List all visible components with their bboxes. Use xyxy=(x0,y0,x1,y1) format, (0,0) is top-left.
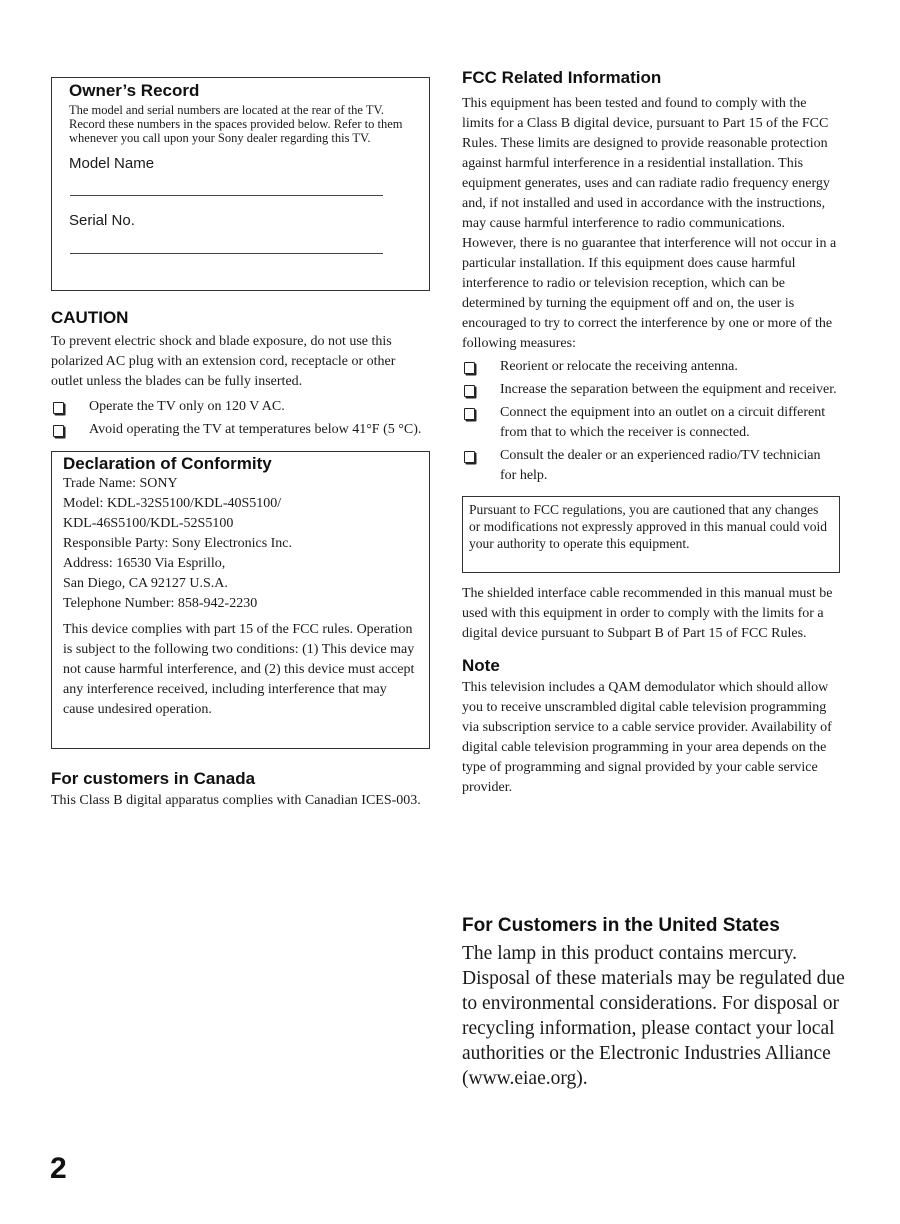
checkbox-icon xyxy=(53,402,64,414)
page-number: 2 xyxy=(50,1152,67,1185)
fcc-notice-text: Pursuant to FCC regulations, you are cautioned that any changes or modifications not expressly approved in this manual could void your authority to operate this equipment. xyxy=(469,502,828,551)
left-column xyxy=(51,68,430,811)
declaration-heading: Declaration of Conformity xyxy=(63,454,272,473)
caution-bullet: Operate the TV only on 120 V AC. xyxy=(51,397,430,417)
us-customers-text: The lamp in this product contains mercury. Disposal of these materials may be regulated due to environmental considerations. For disposal or recycling information, please contact your local authorities or the Electronic Industries Alliance (www.eiae.org). xyxy=(462,943,845,1089)
declaration-line: KDL-46S5100/KDL-52S5100 xyxy=(63,516,234,531)
canada-text: This Class B digital apparatus complies with Canadian ICES-003. xyxy=(51,793,421,808)
declaration-line: Address: 16530 Via Esprillo, xyxy=(63,556,226,571)
fcc-notice-box xyxy=(462,496,840,573)
checkbox-icon xyxy=(464,362,475,374)
note-text: This television includes a QAM demodulator which should allow you to receive unscrambled digital cable television programming via subscription service to a cable service provider. Availability of digital cable television programming in your area depends on the type of programming and signal provided by your cable service provider. xyxy=(462,680,832,795)
declaration-line: San Diego, CA 92127 U.S.A. xyxy=(63,576,228,591)
fcc-bullet: Consult the dealer or an experienced radio/TV technician for help. xyxy=(462,446,840,486)
declaration-box xyxy=(51,451,430,749)
declaration-line: Model: KDL-32S5100/KDL-40S5100/ xyxy=(63,496,282,511)
caution-heading: CAUTION xyxy=(51,308,129,327)
declaration-compliance: This device complies with part 15 of the FCC rules. Operation is subject to the following two conditions: (1) This device may not cause harmful interference, and (2) this device must accept any interference received, including interference that may cause undesired operation. xyxy=(63,622,415,717)
owners-record-heading: Owner’s Record xyxy=(69,81,200,100)
checkbox-icon xyxy=(464,408,475,420)
model-name-label: Model Name xyxy=(69,155,155,172)
caution-bullet: Avoid operating the TV at temperatures below 41°F (5 °C). xyxy=(51,420,430,440)
declaration-line: Trade Name: SONY xyxy=(63,476,178,491)
note-heading: Note xyxy=(462,656,500,675)
fcc-bullet: Reorient or relocate the receiving antenna. xyxy=(462,357,840,377)
us-customers-section xyxy=(462,915,862,1091)
serial-no-line xyxy=(70,253,383,254)
fcc-bullet: Connect the equipment into an outlet on a circuit different from that to which the receiver is connected. xyxy=(462,403,840,443)
owners-record-box xyxy=(51,77,430,291)
caution-text: To prevent electric shock and blade exposure, do not use this polarized AC plug with an extension cord, receptacle or other outlet unless the blades can be fully inserted. xyxy=(51,334,396,389)
declaration-line: Responsible Party: Sony Electronics Inc. xyxy=(63,536,293,551)
us-customers-heading: For Customers in the United States xyxy=(462,915,780,936)
canada-heading: For customers in Canada xyxy=(51,769,256,788)
model-name-line xyxy=(70,195,383,196)
fcc-bullet: Increase the separation between the equipment and receiver. xyxy=(462,380,840,400)
checkbox-icon xyxy=(464,451,475,463)
checkbox-icon xyxy=(53,425,64,437)
serial-no-label: Serial No. xyxy=(69,212,135,229)
checkbox-icon xyxy=(464,385,475,397)
right-column xyxy=(462,68,840,798)
shielded-cable-text: The shielded interface cable recommended in this manual must be used with this equipment in order to comply with the limits for a digital device pursuant to Subpart B of Part 15 of FCC Rules. xyxy=(462,586,833,641)
fcc-text: This equipment has been tested and found to comply with the limits for a Class B digital device, pursuant to Part 15 of the FCC Rules. These limits are designed to provide reasonable protection against harmful interference in a residential installation. This equipment generates, uses and can radiate radio frequency energy and, if not installed and used in accordance with the instructions, may cause harmful interference to radio communications. However, there is no guarantee that interference will not occur in a particular installation. If this equipment does cause harmful interference to radio or television reception, which can be determined by turning the equipment off and on, the user is encouraged to try to correct the interference by one or more of the following measures: xyxy=(462,96,837,351)
declaration-line: Telephone Number: 858-942-2230 xyxy=(63,596,258,611)
fcc-heading: FCC Related Information xyxy=(462,68,662,87)
owners-record-text: The model and serial numbers are located at the rear of the TV. Record these numbers in the spaces provided below. Refer to them whenever you call upon your Sony dealer regarding this TV. xyxy=(69,103,403,145)
